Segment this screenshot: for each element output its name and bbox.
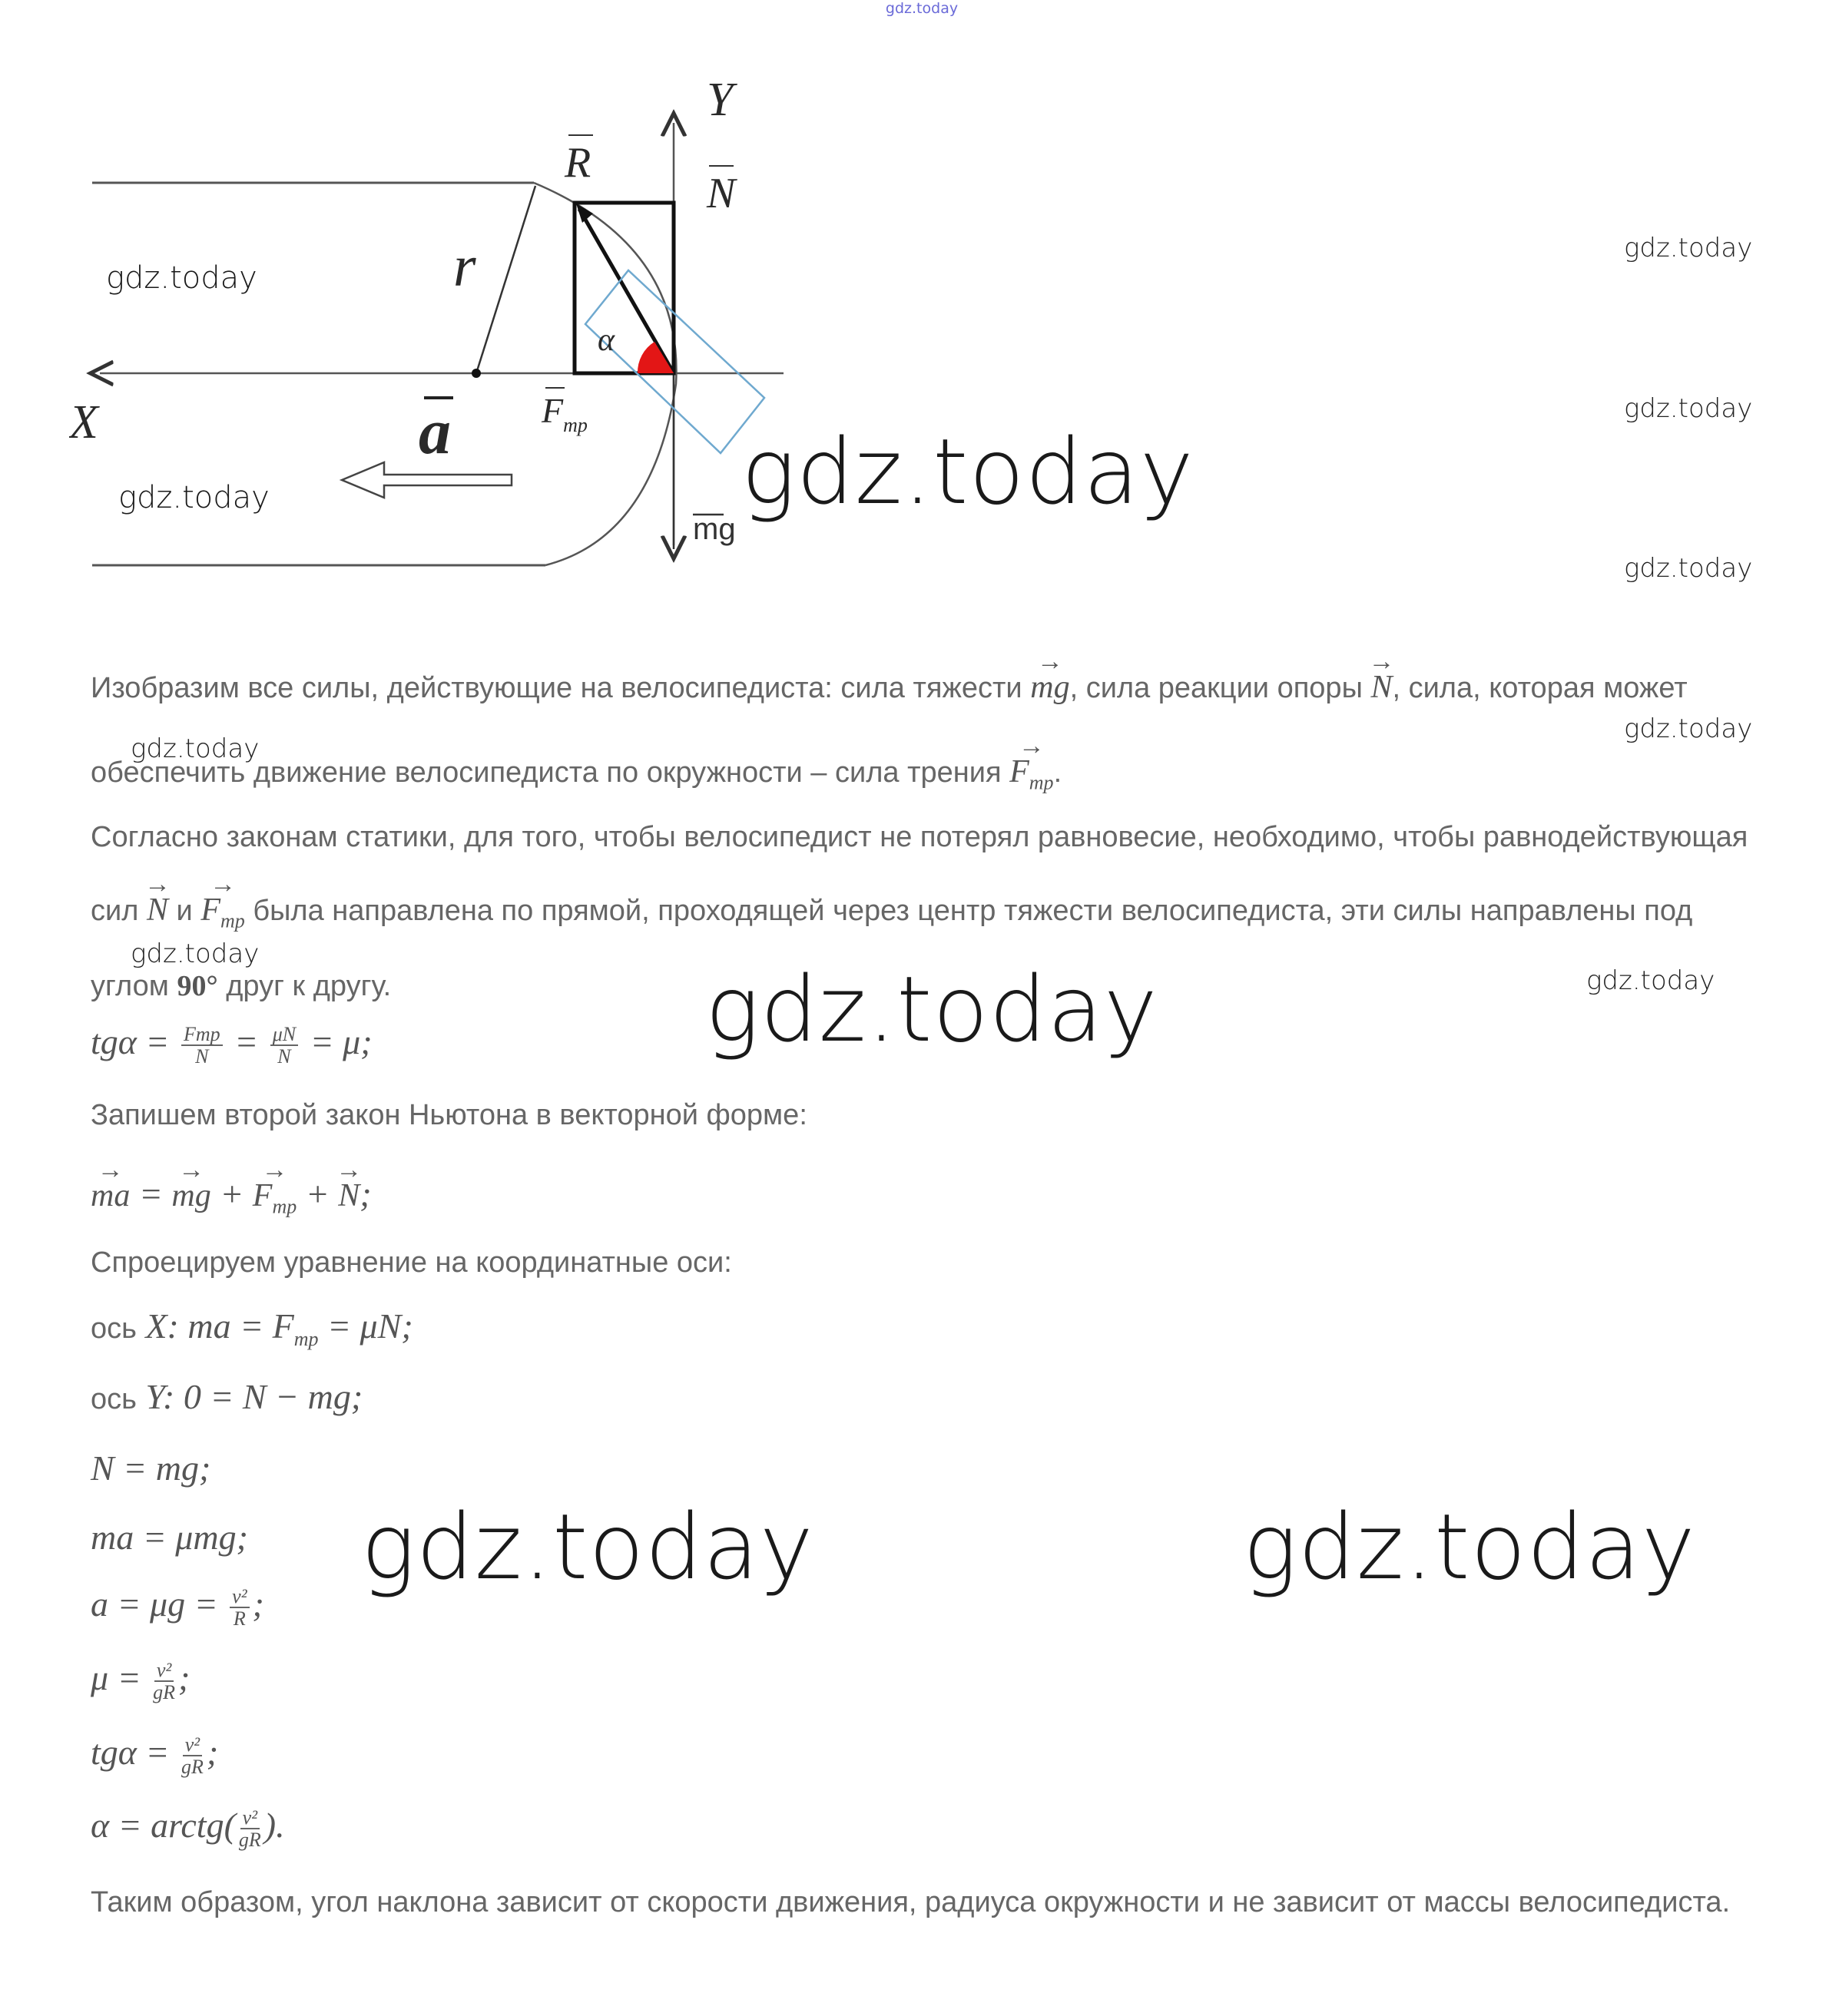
watermark: gdz.today [118,480,270,515]
paragraph-forces: Изобразим все силы, действующие на велосипедиста: сила тяжести → mg, сила реакции опоры → N, сила, которая может [91,668,1688,707]
radius-label: r [453,234,476,299]
n-vector-symbol: → N [1370,668,1392,707]
mg-vector-symbol: → mg [1030,668,1069,707]
r-vector-head [576,204,593,223]
equation-x-axis: ось X: ma = $F_{тр} = \mu N$; [91,1306,413,1351]
y-axis-label: Y [707,74,734,126]
paragraph-projection: Спроецируем уравнение на координатные оси: [91,1246,732,1279]
equation-newton-vector: → ma = → mg + → $F_{тр}$ + → N; [91,1174,372,1218]
paragraph-conclusion: Таким образом, угол наклона зависит от скорости движения, радиуса окружности и не зависит от массы велосипедиста. [91,1886,1731,1918]
x-axis-label: X [69,396,98,449]
alpha-label: α [598,323,615,358]
paragraph-resultant: сил → N $и \to F_{тр}$ была направлена по прямой, проходящей через центр тяжести велосипедиста, эти силы направлены под [91,891,1692,933]
watermark: gdz.today [131,938,260,969]
friction-label: $F_{тр}$ [542,391,588,436]
center-point [472,369,481,378]
equation-acceleration: a = μg = $\frac{\text{v²}}{R}$ ; [91,1584,264,1630]
paragraph-angle: углом 90° друг к другу. [91,970,392,1002]
watermark: gdz.today [131,733,260,764]
watermark: gdz.today [1586,965,1715,996]
r-vector-label: R [565,139,591,187]
paragraph-statics: Согласно законам статики, для того, чтобы велосипедист не потерял равновесие, необходимо, чтобы равнодействующая [91,821,1748,853]
equation-tg-alpha: tgα = $\frac{\text{Fтр}}{N}$ = $\frac{\mu N}{N}$ = μ; [91,1022,373,1068]
gravity-label: mg [693,512,736,546]
equation-ma-mumg: ma = μmg; [91,1518,248,1557]
equation-n-mg: N = mg; [91,1448,211,1488]
equation-tg-alpha-final: tgα = $\frac{\text{v²}}{gR}$ ; [91,1733,219,1779]
accel-label: a [419,396,451,468]
watermark: gdz.today [1624,713,1753,744]
equation-mu: μ = $\frac{\text{v²}}{gR}$ ; [91,1658,191,1704]
top-watermark: gdz.today [885,0,959,17]
watermark: gdz.today [1624,393,1753,424]
paragraph-friction: обеспечить движение велосипедиста по окружности – сила трения → $F_{тр}$. [91,753,1062,795]
f-vector-symbol: → $F_{тр}$ [1009,753,1053,795]
watermark-large: gdz.today [361,1494,814,1600]
watermark-large: gdz.today [741,419,1194,525]
watermark-large: gdz.today [1243,1494,1696,1600]
radius-line [476,186,535,373]
equation-alpha-arctg: α = arctg( $\frac{\text{v²}}{gR}$ ). [91,1806,285,1852]
watermark: gdz.today [1624,233,1753,263]
watermark: gdz.today [106,260,257,296]
n-vector-label: N [707,170,736,217]
watermark-large: gdz.today [705,956,1158,1062]
alpha-angle [638,342,674,373]
equation-y-axis: ось Y: 0 = N − mg; [91,1377,363,1416]
paragraph-newton: Запишем второй закон Ньютона в векторной форме: [91,1099,807,1131]
watermark: gdz.today [1624,553,1753,584]
